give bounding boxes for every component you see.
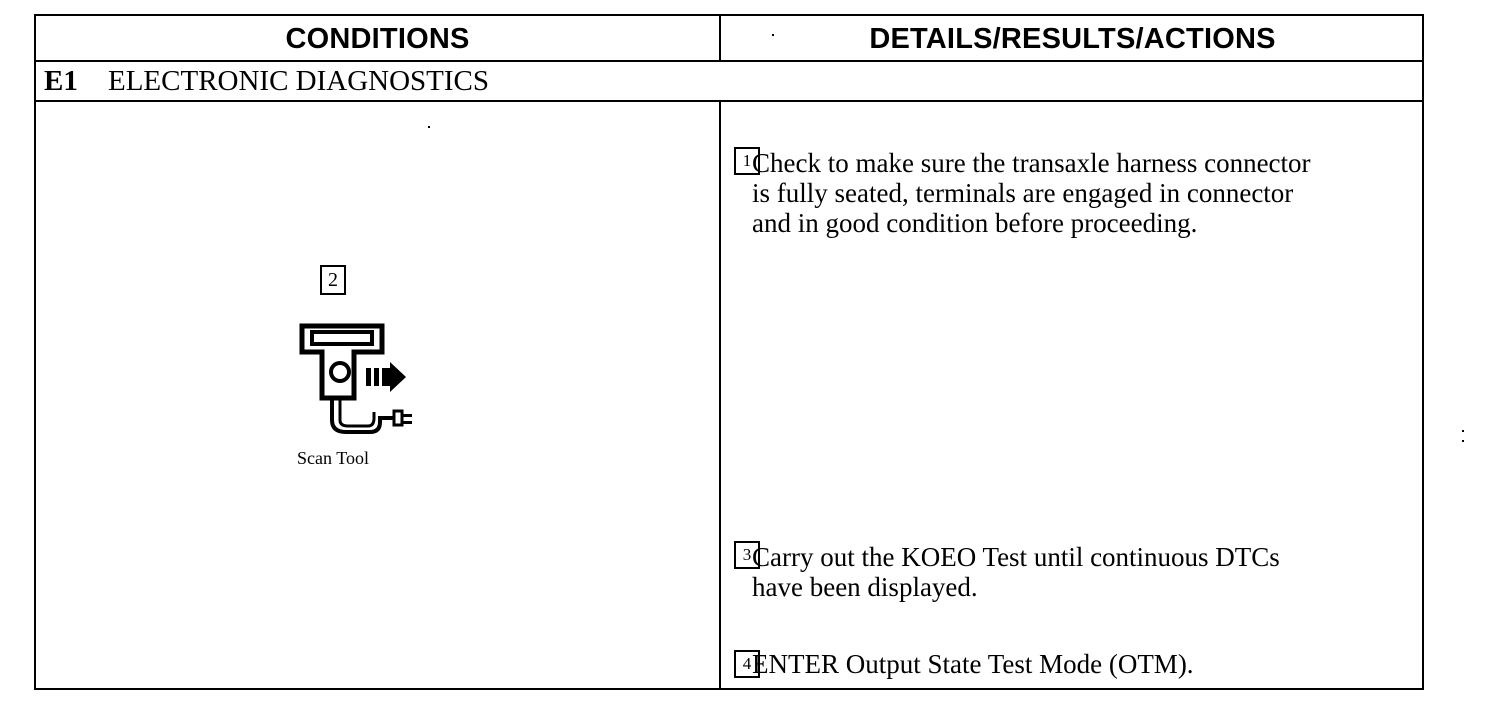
step-4-number: 4 (734, 650, 760, 678)
conditions-header: CONDITIONS (285, 22, 470, 55)
scan-speck (1462, 440, 1464, 442)
section-code: E1 (44, 64, 78, 97)
step-1-line: is fully seated, terminals are engaged in connector (752, 178, 1294, 208)
step-1-number: 1 (734, 147, 760, 175)
step-3-number: 3 (734, 541, 760, 569)
scan-speck (772, 34, 774, 36)
scan-speck (428, 126, 430, 128)
step-3-line: Carry out the KOEO Test until continuous DTCs (752, 542, 1280, 572)
scan-tool-icon (262, 306, 412, 436)
details-header: DETAILS/RESULTS/ACTIONS (869, 22, 1276, 55)
section-rule (36, 100, 1422, 102)
step-3-text (752, 542, 1392, 602)
figure-step-number: 2 (320, 265, 346, 295)
scan-speck (1462, 430, 1464, 432)
figure-caption: Scan Tool (297, 448, 369, 468)
step-4-line: ENTER Output State Test Mode (OTM). (752, 649, 1194, 679)
step-1-text (752, 148, 1392, 238)
step-3-line: have been displayed. (752, 572, 978, 602)
step-4-text (752, 649, 1392, 679)
body-column-divider (719, 100, 721, 688)
section-title: ELECTRONIC DIAGNOSTICS (108, 64, 490, 97)
section-row (36, 62, 1422, 100)
step-1-line: Check to make sure the transaxle harness connector (752, 148, 1311, 178)
step-1-line: and in good condition before proceeding. (752, 208, 1198, 238)
